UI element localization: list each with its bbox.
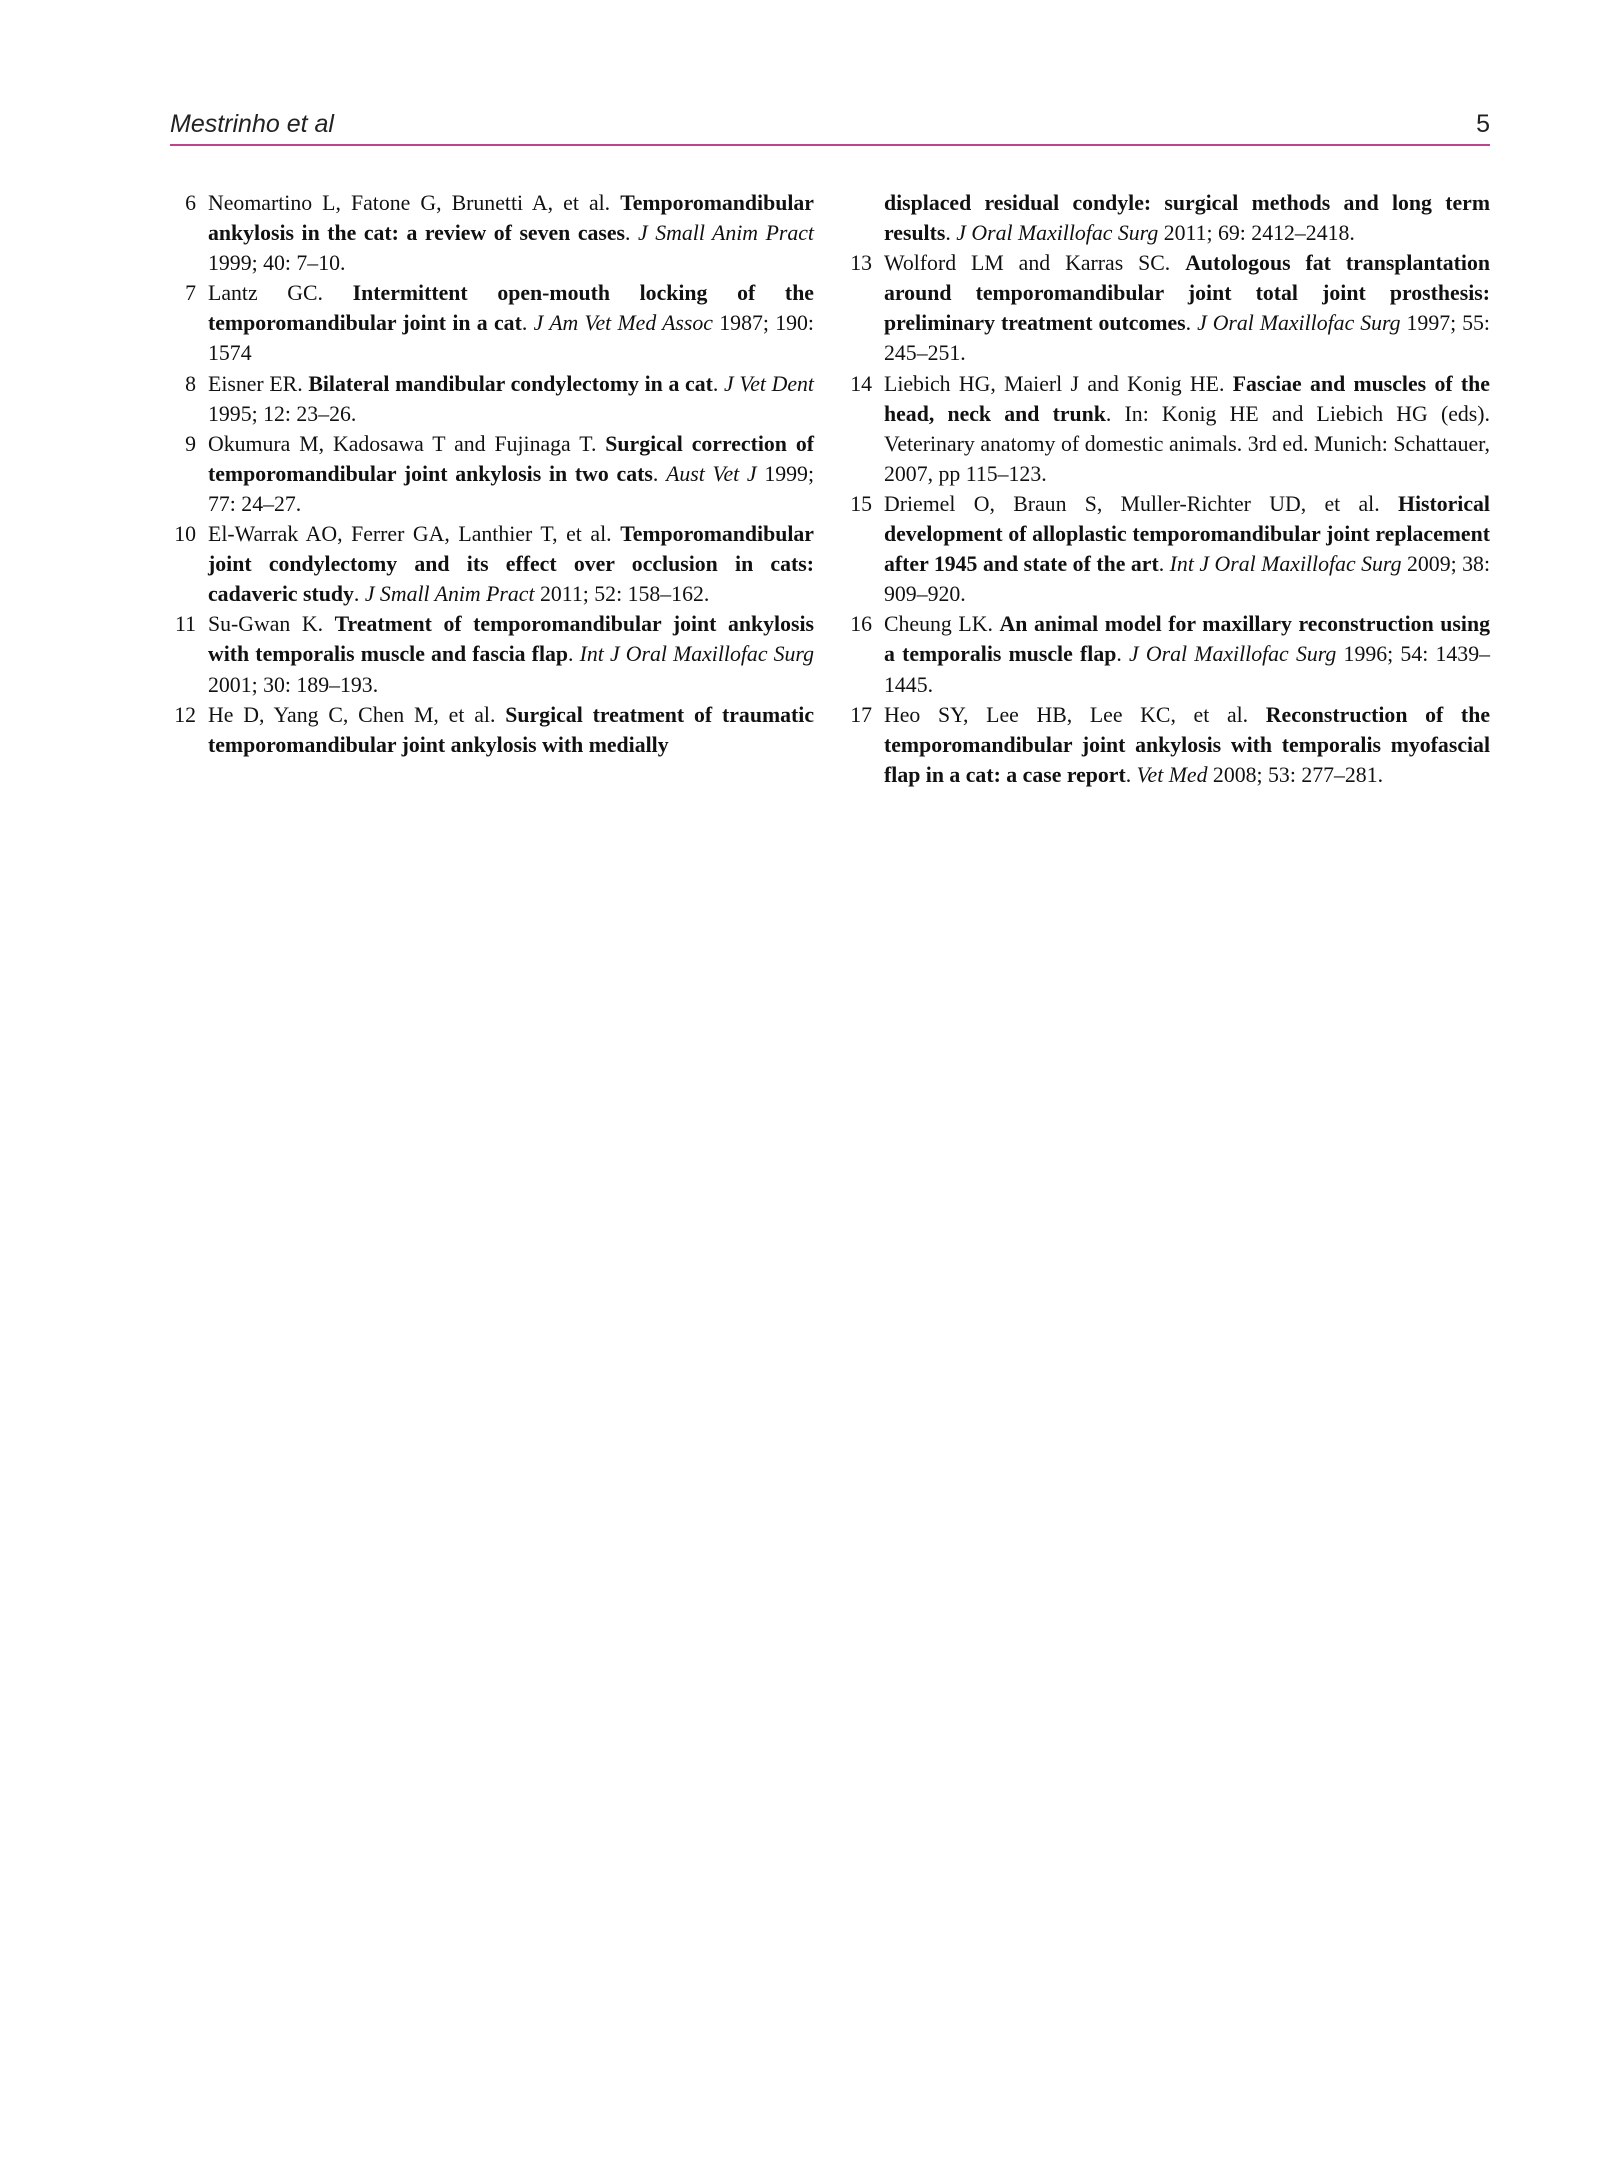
reference-journal: J Am Vet Med Assoc: [533, 311, 713, 336]
reference-number: 8: [185, 371, 196, 396]
reference-authors: Okumura M, Kadosawa T and Fujinaga T.: [208, 431, 606, 456]
reference-number: 11: [175, 612, 196, 637]
references-right-column: [846, 188, 1490, 790]
reference-title: Surgical treatment of traumatic temporomandibular joint ankylosis with medially: [208, 702, 814, 757]
reference-title: An animal model for maxillary reconstruction using a temporalis muscle flap: [884, 612, 1490, 667]
reference-separator: .: [652, 461, 667, 486]
reference-journal: Int J Oral Maxillofac Surg: [579, 642, 815, 667]
reference-title: Treatment of temporomandibular joint ankylosis with temporalis muscle and fascia flap: [208, 612, 814, 667]
reference-title: Reconstruction of the temporomandibular joint ankylosis with temporalis myofascial flap in a cat: a case report: [884, 702, 1490, 787]
reference-separator: .: [712, 371, 724, 396]
reference-separator: .: [1105, 401, 1125, 426]
reference-number: 17: [850, 702, 872, 727]
reference-separator: .: [625, 221, 639, 246]
reference-entry: [170, 519, 814, 609]
reference-number: 10: [174, 522, 196, 547]
reference-separator: .: [1125, 762, 1137, 787]
reference-entry: [846, 489, 1490, 609]
reference-number: 13: [850, 251, 872, 276]
reference-journal: Aust Vet J: [666, 461, 757, 486]
reference-entry: [846, 700, 1490, 790]
reference-details: 2011; 52: 158–162.: [534, 582, 710, 607]
reference-number: 16: [850, 612, 872, 637]
reference-separator: .: [568, 642, 580, 667]
reference-details: 1999; 77: 24–27.: [208, 461, 815, 516]
reference-authors: Liebich HG, Maierl J and Konig HE.: [884, 371, 1233, 396]
reference-journal: J Oral Maxillofac Surg: [1129, 642, 1337, 667]
reference-title: Intermittent open-mouth locking of the temporomandibular joint in a cat: [208, 281, 814, 336]
reference-number: 7: [185, 281, 196, 306]
reference-title: Historical development of alloplastic temporomandibular joint replacement after 1945 and state of the art: [884, 491, 1490, 577]
reference-authors: Cheung LK.: [884, 612, 1000, 637]
reference-separator: .: [945, 221, 957, 246]
reference-entry: [170, 188, 814, 278]
reference-authors: He D, Yang C, Chen M, et al.: [208, 702, 506, 727]
reference-entry: [170, 369, 814, 429]
reference-separator: .: [1116, 642, 1130, 667]
references-left-column: [170, 188, 814, 760]
page-number: 5: [1476, 110, 1490, 138]
reference-separator: .: [353, 582, 365, 607]
reference-separator: .: [1185, 311, 1198, 336]
reference-title: displaced residual condyle: surgical methods and long term results: [884, 191, 1490, 246]
reference-entry: [846, 248, 1490, 368]
reference-separator: .: [521, 311, 534, 336]
reference-authors: Eisner ER.: [208, 371, 309, 396]
reference-journal: J Oral Maxillofac Surg: [1197, 311, 1401, 336]
reference-title: Fasciae and muscles of the head, neck and trunk: [884, 371, 1490, 426]
reference-number: 9: [185, 431, 196, 456]
reference-number: 12: [174, 702, 196, 727]
running-head-author: Mestrinho et al: [170, 110, 334, 138]
reference-number: 15: [850, 491, 872, 516]
reference-entry: [170, 278, 814, 368]
reference-title: Temporomandibular joint condylectomy and its effect over occlusion in cats: cadaveric study: [208, 522, 814, 607]
reference-details: 1995; 12: 23–26.: [208, 401, 357, 426]
reference-title: Autologous fat transplantation around temporomandibular joint total joint prosthesis: preliminary treatment outcomes: [884, 251, 1490, 336]
reference-journal: J Vet Dent: [723, 371, 814, 396]
reference-authors: El-Warrak AO, Ferrer GA, Lanthier T, et al.: [208, 522, 621, 547]
running-header: [170, 108, 1490, 144]
reference-details: 2009; 38: 909–920.: [884, 552, 1490, 607]
reference-details: 2011; 69: 2412–2418.: [1158, 221, 1355, 246]
reference-authors: Heo SY, Lee HB, Lee KC, et al.: [884, 702, 1266, 727]
reference-details: 2008; 53: 277–281.: [1207, 762, 1384, 787]
reference-journal: Vet Med: [1136, 762, 1208, 787]
reference-entry: [846, 609, 1490, 699]
reference-authors: Su-Gwan K.: [208, 612, 335, 637]
reference-entry: [846, 369, 1490, 489]
reference-title: Surgical correction of temporomandibular joint ankylosis in two cats: [208, 431, 814, 486]
reference-title: Temporomandibular ankylosis in the cat: a review of seven cases: [208, 191, 814, 246]
reference-details: 1996; 54: 1439–1445.: [884, 642, 1490, 697]
reference-journal: Int J Oral Maxillofac Surg: [1169, 552, 1402, 577]
reference-details: 1997; 55: 245–251.: [884, 311, 1490, 366]
reference-journal: J Small Anim Pract: [638, 221, 814, 246]
reference-authors: Lantz GC.: [208, 281, 353, 306]
reference-details: 1987; 190: 1574: [208, 311, 814, 366]
reference-entry: [846, 188, 1490, 248]
reference-details: In: Konig HE and Liebich HG (eds). Veterinary anatomy of domestic animals. 3rd ed. Munich: Schattauer, 2007, pp 115–123.: [884, 401, 1490, 486]
reference-journal: J Small Anim Pract: [364, 582, 535, 607]
reference-entry: [170, 609, 814, 699]
reference-entry: [170, 429, 814, 519]
reference-authors: Wolford LM and Karras SC.: [884, 251, 1186, 276]
header-rule: [170, 144, 1490, 146]
reference-number: 14: [850, 371, 872, 396]
reference-details: 2001; 30: 189–193.: [208, 672, 379, 697]
reference-authors: Driemel O, Braun S, Muller-Richter UD, et al.: [884, 491, 1398, 516]
reference-details: 1999; 40: 7–10.: [208, 251, 346, 276]
reference-title: Bilateral mandibular condylectomy in a cat: [308, 371, 713, 396]
reference-separator: .: [1158, 552, 1170, 577]
reference-journal: J Oral Maxillofac Surg: [956, 221, 1159, 246]
reference-number: 6: [185, 191, 196, 215]
reference-authors: Neomartino L, Fatone G, Brunetti A, et al.: [208, 191, 621, 215]
reference-entry: [170, 700, 814, 760]
